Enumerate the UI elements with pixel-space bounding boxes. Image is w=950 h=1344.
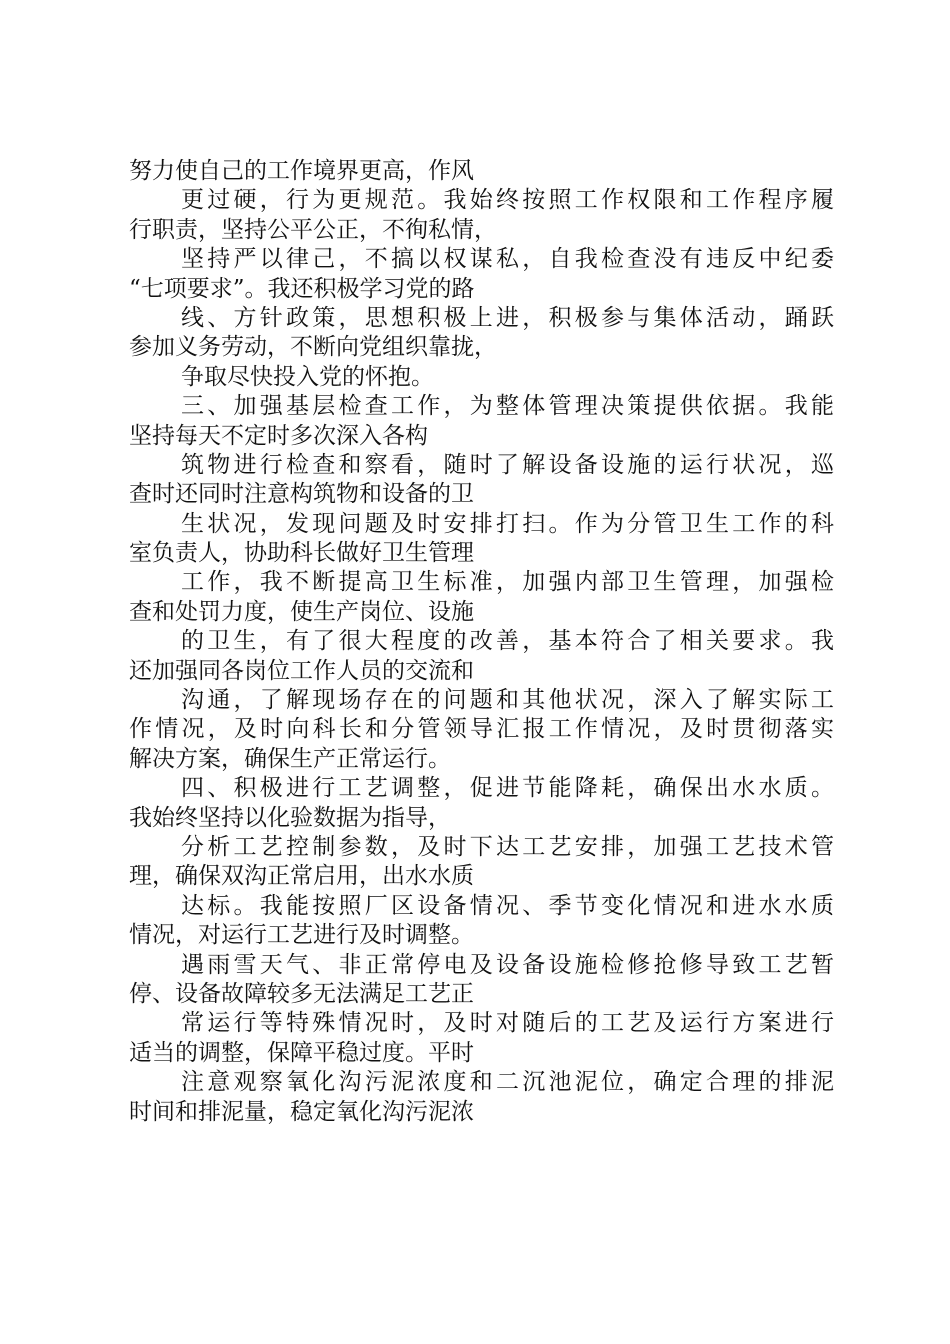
- text-line: 注意观察氧化沟污泥浓度和二沉池泥位，确定合理的排泥: [181, 1069, 834, 1096]
- document-body: [129, 157, 834, 1127]
- text-line: 达标。我能按照厂区设备情况、季节变化情况和进水水质: [181, 892, 834, 919]
- text-line: 筑物进行检查和察看，随时了解设备设施的运行状况，巡: [181, 451, 834, 478]
- text-line: 参加义务劳动，不断向党组织靠拢，: [129, 334, 497, 361]
- text-line: 情况，对运行工艺进行及时调整。: [129, 922, 474, 949]
- text-line: 我始终坚持以化验数据为指导，: [129, 804, 451, 831]
- text-line: 线、方针政策，思想积极上进，积极参与集体活动，踊跃: [181, 304, 834, 331]
- text-line: 停、设备故障较多无法满足工艺正: [129, 980, 474, 1007]
- text-line: 的卫生，有了很大程度的改善，基本符合了相关要求。我: [181, 628, 834, 655]
- text-line: 解决方案，确保生产正常运行。: [129, 745, 451, 772]
- text-line: 查时还同时注意构筑物和设备的卫: [129, 481, 474, 508]
- text-line: 室负责人，协助科长做好卫生管理: [129, 540, 474, 567]
- text-line: 坚持严以律己，不搞以权谋私，自我检查没有违反中纪委: [181, 246, 834, 273]
- text-line: “七项要求”。我还积极学习党的路: [129, 275, 475, 302]
- text-line: 常运行等特殊情况时，及时对随后的工艺及运行方案进行: [181, 1010, 834, 1037]
- text-line: 查和处罚力度，使生产岗位、设施: [129, 598, 474, 625]
- text-line: 四、积极进行工艺调整，促进节能降耗，确保出水水质。: [181, 775, 834, 802]
- text-line: 行职责，坚持公平公正，不徇私情，: [129, 216, 497, 243]
- text-line: 遇雨雪天气、非正常停电及设备设施检修抢修导致工艺暂: [181, 951, 834, 978]
- text-line: 争取尽快投入党的怀抱。: [181, 363, 434, 390]
- text-line: 还加强同各岗位工作人员的交流和: [129, 657, 474, 684]
- text-line: 三、加强基层检查工作，为整体管理决策提供依据。我能: [181, 393, 834, 420]
- text-line: 作情况，及时向科长和分管领导汇报工作情况，及时贯彻落实: [129, 716, 834, 743]
- text-line: 生状况，发现问题及时安排打扫。作为分管卫生工作的科: [181, 510, 834, 537]
- text-line: 时间和排泥量，稳定氧化沟污泥浓: [129, 1098, 474, 1125]
- text-line: 坚持每天不定时多次深入各构: [129, 422, 428, 449]
- text-line: 分析工艺控制参数，及时下达工艺安排，加强工艺技术管: [181, 833, 834, 860]
- text-line: 沟通，了解现场存在的问题和其他状况，深入了解实际工: [181, 687, 834, 714]
- text-line: 努力使自己的工作境界更高，作风: [129, 158, 474, 184]
- text-line: 适当的调整，保障平稳过度。平时: [129, 1039, 474, 1066]
- text-line: 工作，我不断提高卫生标准，加强内部卫生管理，加强检: [181, 569, 834, 596]
- text-line: 更过硬，行为更规范。我始终按照工作权限和工作程序履: [181, 187, 834, 214]
- text-line: 理，确保双沟正常启用，出水水质: [129, 863, 474, 890]
